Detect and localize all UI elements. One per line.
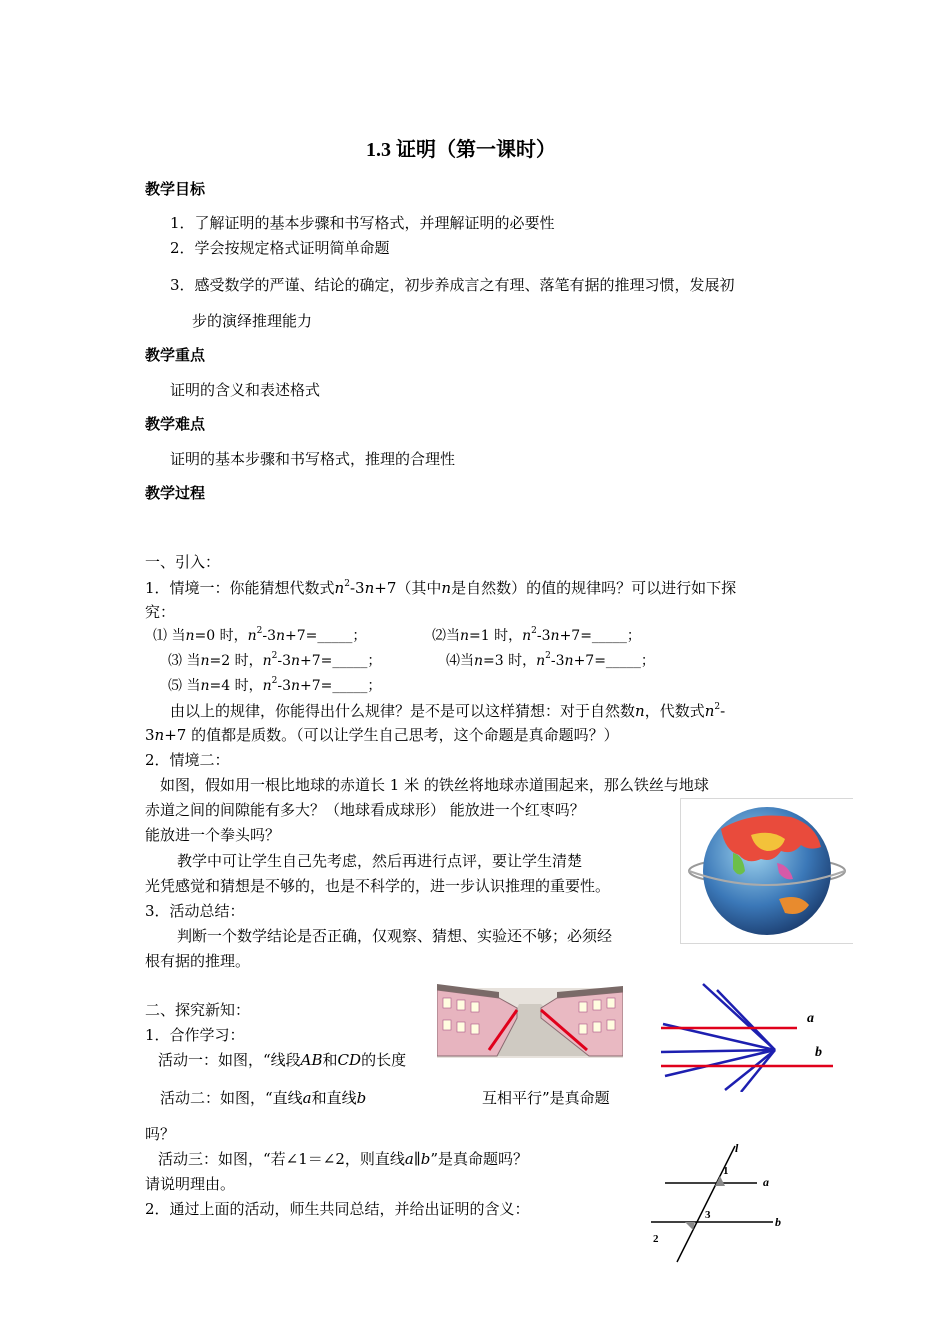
window	[457, 1022, 465, 1032]
window	[593, 1000, 601, 1010]
goal-item: 2．学会按规定格式证明简单命题	[170, 239, 390, 257]
question-2: ⑵当n=1 时，$n^2-3n+7=\_\_\_\_\_$；	[432, 626, 641, 644]
scenario-2-text: 赤道之间的间隙能有多大？（地球看成球形） 能放进一个红枣吗？	[145, 801, 585, 819]
goals-heading: 教学目标	[145, 180, 206, 198]
rule-text-cont: 3n+7 的值都是质数。（可以让学生自己思考，这个命题是真命题吗？）	[145, 726, 619, 744]
difficult-heading: 教学难点	[145, 415, 206, 433]
activity-3: 活动三：如图，“若∠1＝∠2，则直线a∥b”是真命题吗？	[158, 1150, 529, 1168]
difficult-text: 证明的基本步骤和书写格式，推理的合理性	[170, 450, 456, 468]
sky	[437, 968, 623, 988]
question-4: ⑷当n=3 时，$n^2-3n+7=\_\_\_\_\_$；	[446, 651, 655, 669]
label-a: a	[807, 1011, 814, 1026]
line-l	[677, 1146, 735, 1262]
window	[443, 998, 451, 1008]
label-3: 3	[705, 1209, 711, 1221]
goal-item: 3．感受数学的严谨、结论的确定，初步养成言之有理、落笔有据的推理习惯，发展初	[170, 276, 735, 294]
globe-figure	[680, 798, 853, 944]
rule-text: 由以上的规律，你能得出什么规律？是不是可以这样猜想：对于自然数n，代数式$n^2-$	[170, 702, 726, 720]
ray	[661, 1050, 775, 1052]
scenario-2-title: 2．情境二：	[145, 751, 230, 769]
activity-2: 活动二：如图，“直线a和直线b	[160, 1089, 367, 1107]
scenario-2-text: 教学中可让学生自己先考虑，然后再进行点评，要让学生清楚	[177, 852, 583, 870]
activity-1: 活动一：如图，“线段AB和CD的长度	[158, 1051, 407, 1069]
activity-2-cont: 吗？	[145, 1125, 176, 1143]
window	[471, 1002, 479, 1012]
goal-item: 步的演绎推理能力	[192, 312, 313, 330]
label-1: 1	[723, 1165, 729, 1177]
scenario-1-cont: 究：	[145, 603, 176, 621]
summary-title: 3．活动总结：	[145, 902, 245, 920]
summary-text: 判断一个数学结论是否正确，仅观察、猜想、实验还不够；必须经	[177, 927, 613, 945]
scenario-2-text: 光凭感觉和猜想是不够的，也是不科学的，进一步认识推理的重要性。	[145, 877, 611, 895]
angle-1-mark	[715, 1176, 725, 1186]
scenario-1: 1．情境一：你能猜想代数式$n^2-3n+7$（其中n是自然数）的值的规律吗？可以进行如下探	[145, 579, 737, 597]
key-heading: 教学重点	[145, 346, 206, 364]
label-2: 2	[653, 1233, 659, 1245]
window	[607, 998, 615, 1008]
question-5: ⑸ 当n=4 时，$n^2-3n+7=\_\_\_\_\_$；	[168, 676, 382, 694]
label-b: b	[775, 1215, 781, 1229]
window	[579, 1024, 587, 1034]
label-l: l	[735, 1141, 739, 1155]
label-a: a	[763, 1175, 769, 1189]
activity-3-cont: 请说明理由。	[145, 1175, 236, 1193]
window	[579, 1002, 587, 1012]
question-1: ⑴ 当n=0 时，$n^2-3n+7=\_\_\_\_\_$；	[153, 626, 367, 644]
window	[607, 1020, 615, 1030]
goal-item: 1．了解证明的基本步骤和书写格式，并理解证明的必要性	[170, 214, 555, 232]
key-text: 证明的含义和表述格式	[170, 381, 321, 399]
activity-2-cont: 互相平行”是真命题	[482, 1089, 610, 1107]
scenario-2-text: 能放进一个拳头吗？	[145, 826, 281, 844]
parallel-lines-illusion-figure	[655, 980, 845, 1092]
ray	[717, 990, 775, 1050]
question-3: ⑶ 当n=2 时，$n^2-3n+7=\_\_\_\_\_$；	[168, 651, 382, 669]
explore-heading: 二、探究新知：	[145, 1001, 251, 1019]
window	[593, 1022, 601, 1032]
cooperative-learning: 1．合作学习：	[145, 1026, 245, 1044]
process-heading: 教学过程	[145, 484, 206, 502]
scenario-2-text: 如图，假如用一根比地球的赤道长 1 米 的铁丝将地球赤道围起来，那么铁丝与地球	[160, 776, 709, 794]
window	[457, 1000, 465, 1010]
intro-heading: 一、引入：	[145, 553, 221, 571]
transversal-figure	[645, 1140, 795, 1270]
window	[471, 1024, 479, 1034]
proof-summary: 2．通过上面的活动，师生共同总结，并给出证明的含义：	[145, 1200, 530, 1218]
page-title: 1.3 证明（第一课时）	[366, 139, 556, 161]
label-b: b	[815, 1045, 822, 1060]
window	[443, 1020, 451, 1030]
summary-text: 根有据的推理。	[145, 952, 251, 970]
buildings-illusion-figure	[437, 968, 623, 1058]
